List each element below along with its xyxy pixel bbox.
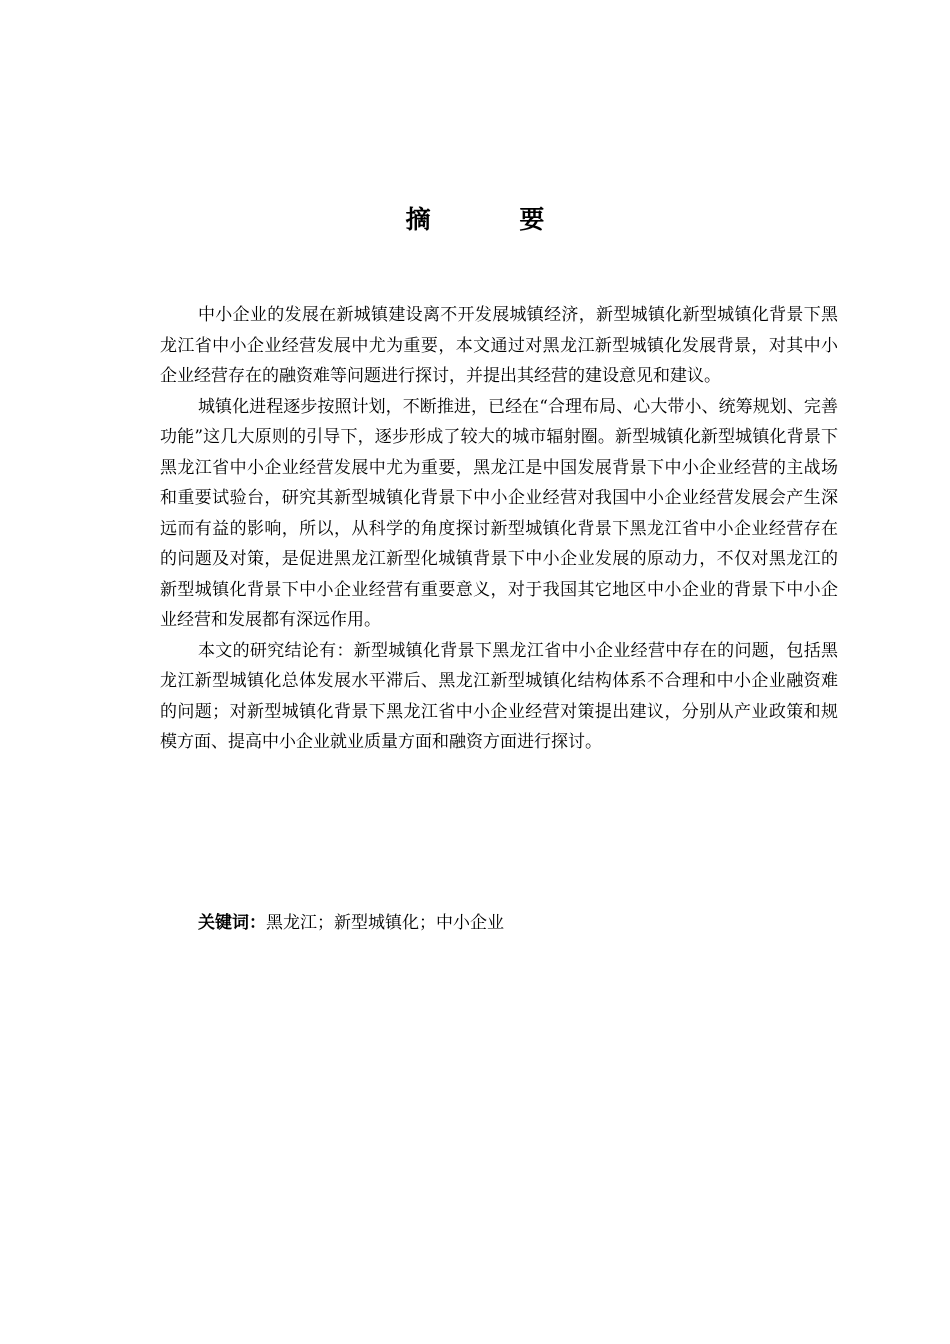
abstract-paragraph: 本文的研究结论有：新型城镇化背景下黑龙江省中小企业经营中存在的问题，包括黑龙江新型城镇化总体发展水平滞后、黑龙江新型城镇化结构体系不合理和中小企业融资难的问题；对新型城镇化背景下黑龙江省中小企业经营对策提出建议，分别从产业政策和规模方面、提高中小企业就业质量方面和融资方面进行探讨。 — [160, 640, 838, 752]
page-title: 摘 要 — [405, 205, 585, 234]
abstract-paragraph: 城镇化进程逐步按照计划，不断推进，已经在“合理布局、心大带小、统筹规划、完善功能”这几大原则的引导下，逐步形成了较大的城市辐射圈。新型城镇化新型城镇化背景下黑龙江省中小企业经营发展中尤为重要，黑龙江是中国发展背景下中小企业经营的主战场和重要试验台，研究其新型城镇化背景下中小企业经营对我国中小企业经营发展会产生深远而有益的影响，所以，从科学的角度探讨新型城镇化背景下黑龙江省中小企业经营存在的问题及对策，是促进黑龙江新型化城镇背景下中小企业发展的原动力，不仅对黑龙江的新型城镇化背景下中小企业经营有重要意义，对于我国其它地区中小企业的背景下中小企业经营和发展都有深远作用。 — [160, 396, 838, 630]
keywords-label: 关键词： — [198, 913, 266, 933]
keywords-value: 黑龙江；新型城镇化；中小企业 — [266, 913, 504, 933]
keywords-line — [198, 908, 838, 938]
abstract-paragraph: 中小企业的发展在新城镇建设离不开发展城镇经济，新型城镇化新型城镇化背景下黑龙江省中小企业经营发展中尤为重要，本文通过对黑龙江新型城镇化发展背景，对其中小企业经营存在的融资难等问题进行探讨，并提出其经营的建设意见和建议。 — [160, 305, 838, 386]
abstract-body — [160, 300, 838, 758]
